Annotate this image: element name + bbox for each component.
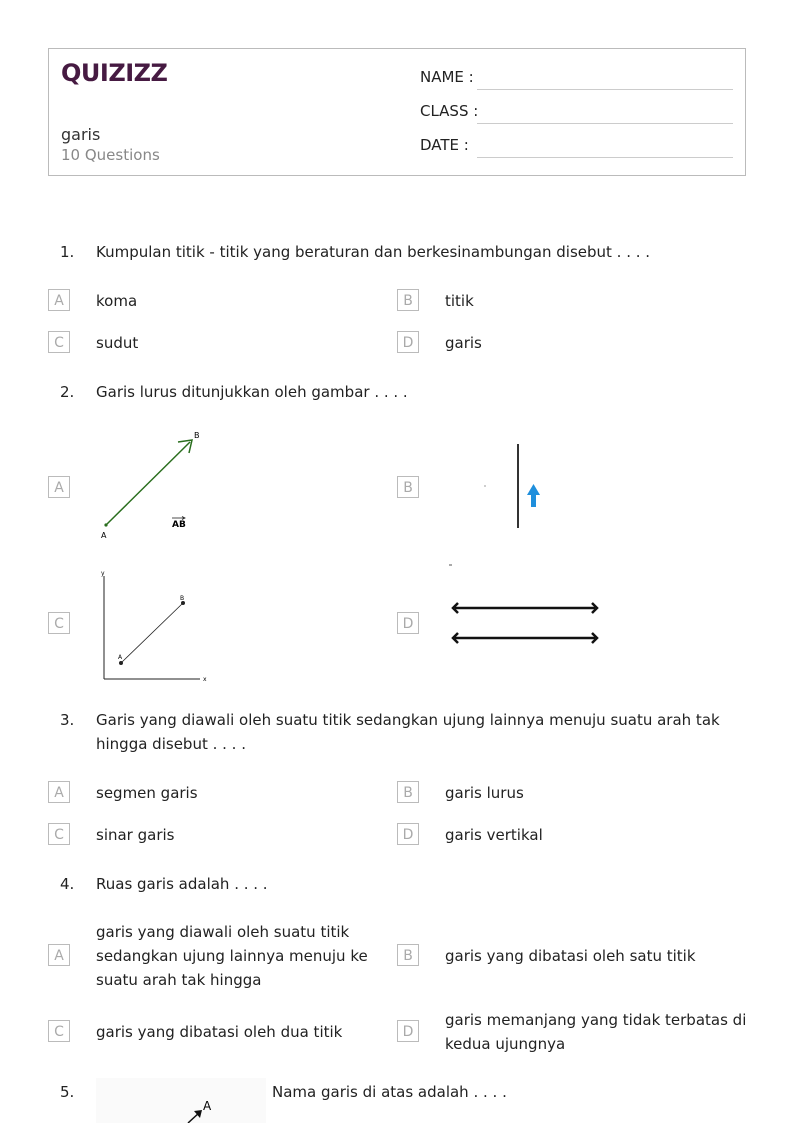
ray-ab-figure xyxy=(96,428,216,544)
option-a-box[interactable]: A xyxy=(48,476,70,498)
question-number: 3. xyxy=(60,711,75,729)
option-c-text: sinar garis xyxy=(96,826,175,844)
y-axis-label: y xyxy=(101,570,105,577)
option-b-text: garis yang dibatasi oleh satu titik xyxy=(445,947,696,965)
quiz-title: garis xyxy=(61,125,101,144)
option-d-box[interactable]: D xyxy=(397,1020,419,1042)
option-b-box[interactable]: B xyxy=(397,289,419,311)
vertical-line-figure xyxy=(470,440,560,532)
option-d-box[interactable]: D xyxy=(397,612,419,634)
option-c-box[interactable]: C xyxy=(48,612,70,634)
question-number: 5. xyxy=(60,1083,75,1101)
quizizz-logo: QUIZIZZ xyxy=(61,59,168,87)
question-count: 10 Questions xyxy=(61,146,160,164)
question-text: Ruas garis adalah . . . . xyxy=(96,875,268,893)
class-label: CLASS : xyxy=(420,102,479,120)
option-d-line: garis memanjang yang tidak terbatas di xyxy=(445,1011,747,1029)
question-3 xyxy=(0,708,794,758)
option-d-text xyxy=(445,1008,746,1056)
question-text: Nama garis di atas adalah . . . . xyxy=(272,1083,507,1101)
question-text: Garis lurus ditunjukkan oleh gambar . . . . xyxy=(96,383,408,401)
option-a-text xyxy=(96,920,368,992)
question-number: 1. xyxy=(60,243,75,261)
point-a-label: A xyxy=(203,1099,212,1113)
option-d-text: garis vertikal xyxy=(445,826,543,844)
question-text: Kumpulan titik - titik yang beraturan dan berkesinambungan disebut . . . . xyxy=(96,243,651,261)
name-line[interactable] xyxy=(477,89,733,90)
option-a-box[interactable]: A xyxy=(48,781,70,803)
option-a-box[interactable]: A xyxy=(48,289,70,311)
option-a-text: koma xyxy=(96,292,138,310)
option-d-text: garis xyxy=(445,334,482,352)
question-number: 2. xyxy=(60,383,75,401)
x-axis-label: x xyxy=(203,676,207,683)
option-b-box[interactable]: B xyxy=(397,944,419,966)
date-field xyxy=(420,136,469,154)
option-b-box[interactable]: B xyxy=(397,476,419,498)
option-c-box[interactable]: C xyxy=(48,331,70,353)
coordinate-segment-figure xyxy=(96,566,216,686)
name-label: NAME : xyxy=(420,68,474,86)
point-b-label: B xyxy=(194,431,200,440)
option-c-text: sudut xyxy=(96,334,139,352)
option-b-text: garis lurus xyxy=(445,784,524,802)
option-c-text: garis yang dibatasi oleh dua titik xyxy=(96,1023,343,1041)
option-b-text: titik xyxy=(445,292,474,310)
date-label: DATE : xyxy=(420,136,469,154)
name-field xyxy=(420,68,474,86)
double-arrow-lines-figure xyxy=(445,560,605,652)
option-a-line: garis yang diawali oleh suatu titik xyxy=(96,923,350,941)
option-d-line: kedua ujungnya xyxy=(445,1035,566,1053)
option-d-box[interactable]: D xyxy=(397,331,419,353)
ray-notation: AB xyxy=(172,520,186,530)
question-5-figure xyxy=(96,1078,266,1123)
worksheet-header xyxy=(48,48,746,176)
option-c-box[interactable]: C xyxy=(48,823,70,845)
option-b-box[interactable]: B xyxy=(397,781,419,803)
class-line[interactable] xyxy=(477,123,733,124)
point-b-label: B xyxy=(180,595,185,602)
class-field xyxy=(420,102,478,120)
option-c-box[interactable]: C xyxy=(48,1020,70,1042)
point-a-label: A xyxy=(118,654,123,661)
option-a-line: sedangkan ujung lainnya menuju ke xyxy=(96,947,368,965)
option-d-box[interactable]: D xyxy=(397,823,419,845)
question-text-line-1: Garis yang diawali oleh suatu titik sedangkan ujung lainnya menuju suatu arah tak xyxy=(96,711,720,729)
question-text-line-2: hingga disebut . . . . xyxy=(96,735,246,753)
date-line[interactable] xyxy=(477,157,733,158)
option-a-text: segmen garis xyxy=(96,784,198,802)
point-a-label: A xyxy=(101,531,107,540)
option-a-line: suatu arah tak hingga xyxy=(96,971,262,989)
option-a-box[interactable]: A xyxy=(48,944,70,966)
question-number: 4. xyxy=(60,875,75,893)
